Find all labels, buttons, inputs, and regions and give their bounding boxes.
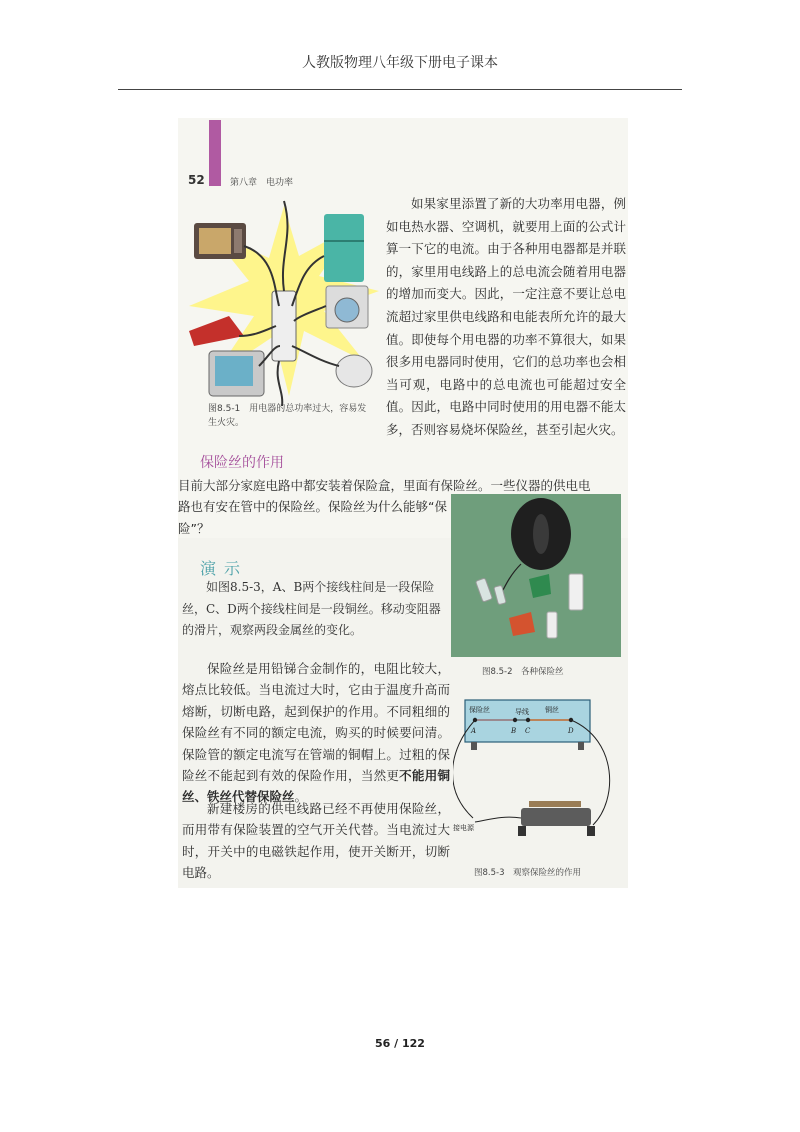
svg-text:D: D [568, 727, 574, 735]
svg-text:铜丝: 铜丝 [545, 706, 559, 714]
figure-overloaded-socket [184, 196, 384, 406]
paragraph-fuse-intro-rest: 路也有安在管中的保险丝。保险丝为什么能够“保险”？ [178, 499, 447, 536]
page-counter: 56 / 122 [375, 1037, 425, 1050]
chapter-color-bar [209, 120, 221, 186]
header-divider [118, 89, 682, 90]
paragraph-air-switch: 新建楼房的供电线路已经不再使用保险丝，而用带有保险装置的空气开关代替。当电流过大时，开关中的电磁铁起作用，使开关断开，切断电路。 [182, 801, 450, 881]
demo-title: 演示 [200, 559, 249, 578]
figure-fuse-types-photo [451, 494, 621, 657]
svg-text:A: A [471, 727, 477, 735]
svg-text:保险丝: 保险丝 [469, 706, 490, 714]
chapter-label: 第八章 电功率 [230, 178, 294, 188]
figure-2-caption: 图8.5-2 各种保险丝 [482, 667, 564, 677]
figure-1-caption: 图8.5-1 用电器的总功率过大，容易发生火灾。 [208, 404, 367, 428]
paragraph-overload: 如果家里添置了新的大功率用电器，例如电热水器、空调机，就要用上面的公式计算一下它的电流。由于各种用电器都是并联的，家里用电线路上的总电流会随着用电器的增加而变大。因此，一定注意不要让总电流超过家里供电线路和电能表所允许的最大值。即使每个用电器的功率不算很大，如果很多用电器同时使用，它们的总功率也会相当可观，电路中的总电流也可能超过安全值。因此，电路中同时使用的用电器不能太多，否则容易烧坏保险丝，甚至引起火灾。 [386, 196, 626, 437]
svg-text:接电源: 接电源 [453, 824, 474, 832]
document-header-title: 人教版物理八年级下册电子课本 [302, 55, 498, 71]
demo-instructions: 如图8.5-3，A、B两个接线柱间是一段保险丝，C、D两个接线柱间是一段铜丝。移动变阻器的滑片，观察两段金属丝的变化。 [182, 580, 441, 637]
textbook-page-scan [178, 118, 628, 888]
paragraph-fuse-material: 保险丝是用铅锑合金制作的，电阻比较大，熔点比较低。当电流过大时，它由于温度升高而熔断，切断电路，起到保护的作用。不同粗细的保险丝有不同的额定电流，购买的时候要问清。保险管的额定电流写在管端的铜帽上。过粗的保险丝不能起到有效的保险作用，当然更不能用铜丝、铁丝代替保险丝。 [182, 661, 450, 805]
svg-text:C: C [525, 727, 531, 735]
textbook-page-number: 52 [188, 173, 205, 187]
section-title-fuse-function: 保险丝的作用 [200, 455, 284, 471]
figure-fuse-experiment [453, 690, 628, 860]
figure-3-caption: 图8.5-3 观察保险丝的作用 [474, 868, 581, 878]
svg-text:B: B [511, 727, 517, 735]
paragraph-fuse-intro-line1: 目前大部分家庭电路中都安装着保险盒，里面有保险丝。一些仪器的供电电 [178, 478, 591, 493]
bold-warning: 不能用铜丝、铁丝代替保险丝 [182, 768, 450, 805]
svg-text:导线: 导线 [515, 708, 529, 716]
